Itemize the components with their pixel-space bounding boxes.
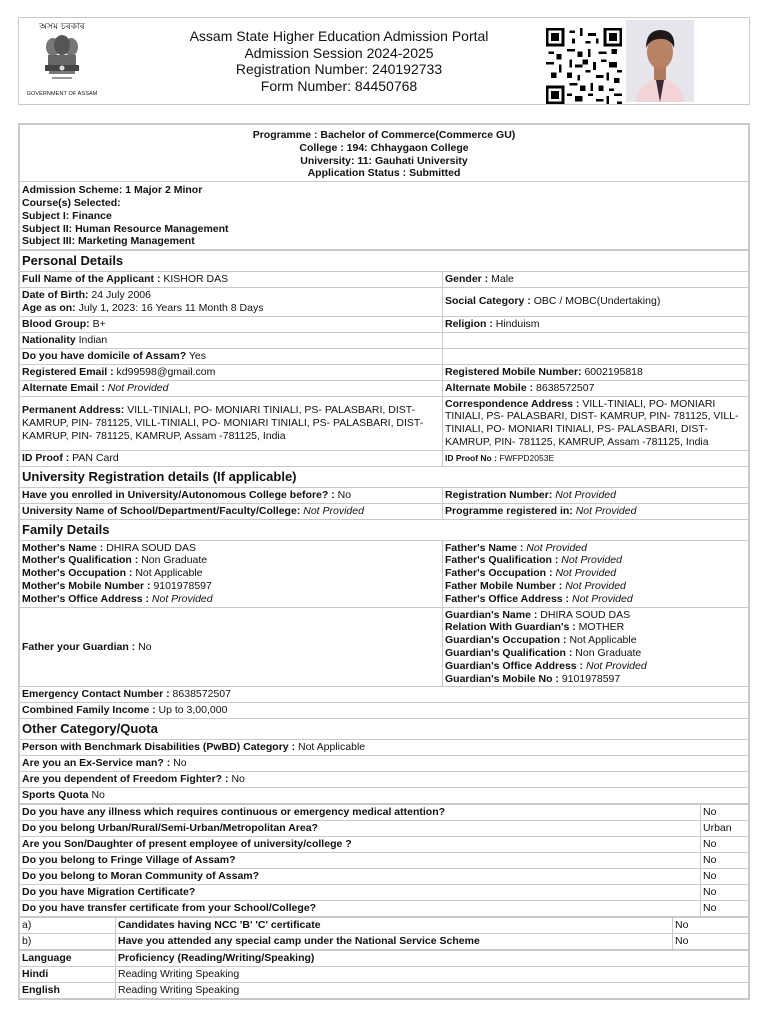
language-header: Language Proficiency (Reading/Writing/Speaking) <box>20 951 749 967</box>
portal-title: Assam State Higher Education Admission Portal <box>189 28 489 44</box>
portal-heading <box>169 28 509 94</box>
nationality: Nationality Indian <box>20 332 443 348</box>
date-of-birth: Date of Birth: 24 July 2006 Age as on: July 1, 2023: 16 Years 11 Month 8 Days <box>20 288 443 317</box>
personal-details-table <box>19 250 749 804</box>
section-university-registration: University Registration details (If applicable) <box>20 466 749 487</box>
registered-email: Registered Email : kd99598@gmail.com <box>20 364 443 380</box>
state-name-assamese: অসম চৰকাৰ <box>39 22 85 32</box>
application-status: Application Status : Submitted <box>307 167 461 180</box>
question-row: Do you belong to Fringe Village of Assam? No <box>20 853 749 869</box>
subject-3: Subject III: Marketing Management <box>22 235 195 248</box>
question-row: Are you Son/Daughter of present employee of university/college ? No <box>20 837 749 853</box>
enrolled-before: Have you enrolled in University/Autonomous College before? : No <box>20 487 443 503</box>
applicant-name: Full Name of the Applicant : KISHOR DAS <box>20 272 443 288</box>
application-form <box>18 123 750 1000</box>
permanent-address: Permanent Address: VILL-TINIALI, PO- MONIARI TINIALI, PS- PALASBARI, DIST- KAMRUP, PIN- 781125, VILL-TINIALI, PO- MONIARI TINIALI, PS- PALASBARI, DIST- KAMRUP, PIN- 781125, KAMRUP, Assam -781125, India <box>20 396 443 450</box>
question-row: Do you have transfer certificate from your School/College? No <box>20 901 749 917</box>
pwbd-category: Person with Benchmark Disabilities (PwBD) Category : Not Applicable <box>20 740 749 756</box>
programme-block <box>20 125 749 182</box>
language-table <box>19 950 749 999</box>
courses-selected: Course(s) Selected: <box>22 196 121 209</box>
domicile: Do you have domicile of Assam? Yes <box>20 348 443 364</box>
admission-scheme: Admission Scheme: 1 Major 2 Minor <box>22 184 203 197</box>
admission-session: Admission Session 2024-2025 <box>244 44 434 61</box>
blood-group: Blood Group: B+ <box>20 316 443 332</box>
id-proof-number: ID Proof No : FWFPD2053E <box>443 450 749 466</box>
form-number: Form Number: 84450768 <box>260 77 418 94</box>
programme-name: Programme : Bachelor of Commerce(Commerce GU) <box>252 129 516 141</box>
section-personal-details: Personal Details <box>20 251 749 272</box>
family-income: Combined Family Income : Up to 3,00,000 <box>20 703 749 719</box>
programme-registered-in: Programme registered in: Not Provided <box>443 503 749 519</box>
ncc-row: b) Have you attended any special camp under the National Service Scheme No <box>20 934 749 950</box>
language-row: English Reading Writing Speaking <box>20 983 749 999</box>
scheme-block <box>20 182 749 250</box>
university-school-name: University Name of School/Department/Faculty/College: Not Provided <box>20 503 443 519</box>
registered-mobile: Registered Mobile Number: 6002195818 <box>443 364 749 380</box>
language-row: Hindi Reading Writing Speaking <box>20 967 749 983</box>
correspondence-address: Correspondence Address : VILL-TINIALI, PO- MONIARI TINIALI, PS- PALASBARI, DIST- KAMRUP, PIN- 781125, VILL-TINIALI, PO- MONIARI TINIALI, PS- PALASBARI, DIST- KAMRUP, PIN- 781125, KAMRUP, Assam -781125, India <box>443 396 749 450</box>
sports-quota: Sports Quota No <box>20 788 749 804</box>
father-details: Father's Name : Not Provided Father's Qualification : Not Provided Father's Occupation : Not Provided Father Mobile Number : Not Provided Father's Office Address : Not Provided <box>443 540 749 607</box>
qr-code-icon <box>546 28 622 104</box>
registration-number: Registration Number: 240192733 <box>235 61 443 78</box>
subject-1: Subject I: Finance <box>22 209 112 222</box>
alternate-email: Alternate Email : Not Provided <box>20 380 443 396</box>
id-proof: ID Proof : PAN Card <box>20 450 443 466</box>
freedom-fighter: Are you dependent of Freedom Fighter? : No <box>20 772 749 788</box>
question-row: Do you belong to Moran Community of Assam? No <box>20 869 749 885</box>
mother-details: Mother's Name : DHIRA SOUD DAS Mother's Qualification : Non Graduate Mother's Occupation : Not Applicable Mother's Mobile Number : 9101978597 Mother's Office Address : Not Provided <box>20 540 443 607</box>
applicant-photo <box>626 20 694 102</box>
ncc-row: a) Candidates having NCC 'B' 'C' certificate No <box>20 918 749 934</box>
university-name: University: 11: Gauhati University <box>300 154 468 167</box>
guardian-details: Guardian's Name : DHIRA SOUD DAS Relation With Guardian's : MOTHER Guardian's Occupation : Not Applicable Guardian's Qualification : Non Graduate Guardian's Office Address : Not Provided Guardian's Mobile No : 9101978597 <box>443 607 749 687</box>
assam-emblem <box>22 21 102 103</box>
university-registration-number: Registration Number: Not Provided <box>443 487 749 503</box>
gender: Gender : Male <box>443 272 749 288</box>
ncc-table <box>19 917 749 950</box>
emergency-contact: Emergency Contact Number : 8638572507 <box>20 687 749 703</box>
question-row: Do you have Migration Certificate? No <box>20 885 749 901</box>
father-guardian: Father your Guardian : No <box>20 607 443 687</box>
subject-2: Subject II: Human Resource Management <box>22 222 229 235</box>
question-row: Do you have any illness which requires continuous or emergency medical attention? No <box>20 805 749 821</box>
question-row: Do you belong Urban/Rural/Semi-Urban/Metropolitan Area? Urban <box>20 821 749 837</box>
college-name: College : 194: Chhaygaon College <box>299 141 469 154</box>
questions-table <box>19 804 749 917</box>
social-category: Social Category : OBC / MOBC(Undertaking) <box>443 288 749 317</box>
section-other-quota: Other Category/Quota <box>20 719 749 740</box>
form-header <box>18 17 750 105</box>
lion-capital-icon <box>39 33 85 91</box>
religion: Religion : Hinduism <box>443 316 749 332</box>
ex-serviceman: Are you an Ex-Service man? : No <box>20 756 749 772</box>
section-family-details: Family Details <box>20 519 749 540</box>
government-label: GOVERNMENT OF ASSAM <box>26 90 98 97</box>
alternate-mobile: Alternate Mobile : 8638572507 <box>443 380 749 396</box>
